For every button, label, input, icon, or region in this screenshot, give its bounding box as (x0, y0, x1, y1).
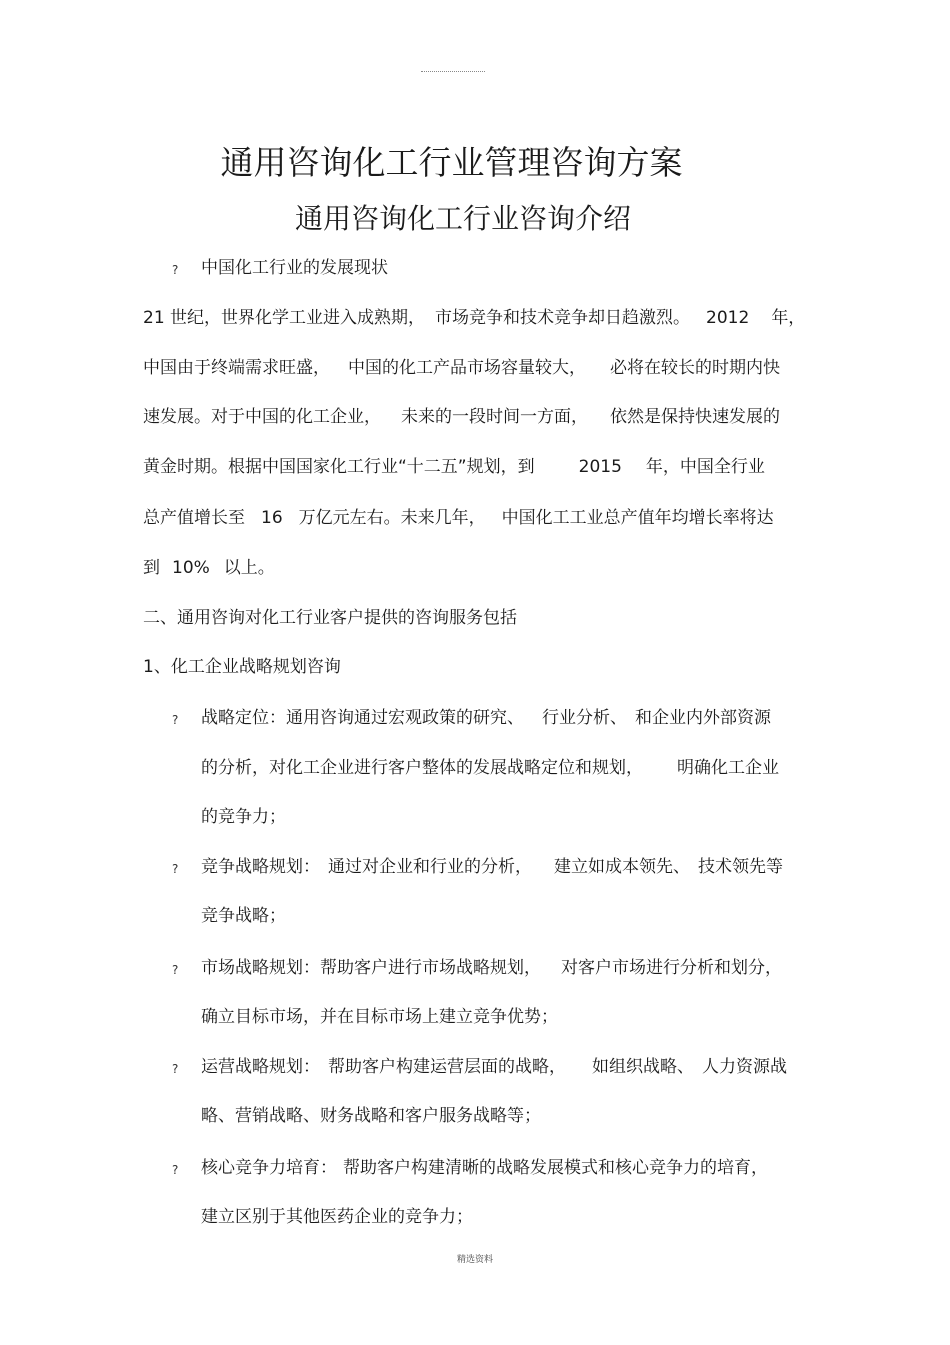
list-item-line: 运营战略规划： 帮助客户构建运营层面的战略， 如组织战略、 人力资源战 (201, 1057, 787, 1077)
list-item-line: 市场战略规划：帮助客户进行市场战略规划， 对客户市场进行分析和划分， (201, 958, 782, 978)
list-item-line: 战略定位：通用咨询通过宏观政策的研究、 行业分析、 和企业内外部资源 (201, 708, 771, 728)
page-footer: 精选资料 (456, 1255, 493, 1265)
bullet-icon: ? (172, 263, 179, 277)
document-title: 通用咨询化工行业管理咨询方案 (220, 143, 683, 182)
list-item-line: 的分析，对化工企业进行客户整体的发展战略定位和规划， 明确化工企业 (201, 758, 779, 778)
paragraph-line: 总产值增长至 16 万亿元左右。未来几年， 中国化工工业总产值年均增长率将达 (143, 508, 774, 528)
paragraph-line: 速发展。对于中国的化工企业， 未来的一段时间一方面， 依然是保持快速发展的 (143, 407, 780, 427)
list-item-line: 核心竞争力培育： 帮助客户构建清晰的战略发展模式和核心竞争力的培育， (201, 1158, 768, 1178)
list-item-line: 竞争战略； (201, 906, 286, 926)
paragraph-line: 中国由于终端需求旺盛， 中国的化工产品市场容量较大， 必将在较长的时期内快 (143, 358, 780, 378)
list-item-line: 略、营销战略、财务战略和客户服务战略等； (201, 1106, 541, 1126)
document-subtitle: 通用咨询化工行业咨询介绍 (294, 202, 631, 235)
list-item-line: 竞争战略规划： 通过对企业和行业的分析， 建立如成本领先、 技术领先等 (201, 857, 783, 877)
paragraph-line: 21 世纪，世界化学工业进入成熟期， 市场竞争和技术竞争却日趋激烈。 2012 年， (143, 308, 806, 328)
sub-heading-strategy: 1、化工企业战略规划咨询 (143, 657, 341, 677)
bullet-icon: ? (172, 1163, 179, 1177)
list-item-line: 建立区别于其他医药企业的竞争力； (201, 1207, 473, 1227)
section-heading-development: 中国化工行业的发展现状 (201, 258, 388, 278)
paragraph-line: 到 10% 以上。 (143, 558, 275, 578)
list-item-line: 的竞争力； (201, 807, 286, 827)
paragraph-line: 黄金时期。根据中国国家化工行业“十二五”规划，到 2015 年，中国全行业 (143, 457, 765, 477)
bullet-icon: ? (172, 713, 179, 727)
section-heading-services: 二、通用咨询对化工行业客户提供的咨询服务包括 (143, 608, 517, 628)
bullet-icon: ? (172, 963, 179, 977)
bullet-icon: ? (172, 1062, 179, 1076)
header-divider (421, 71, 485, 72)
list-item-line: 确立目标市场，并在目标市场上建立竞争优势； (201, 1007, 558, 1027)
bullet-icon: ? (172, 862, 179, 876)
